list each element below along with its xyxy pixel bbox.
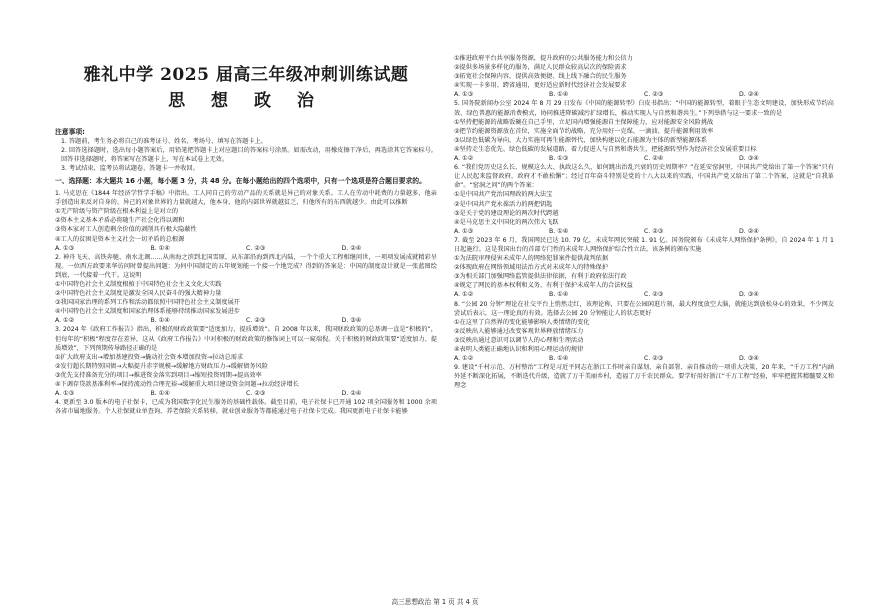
notice-heading: 注意事项: bbox=[55, 128, 85, 136]
question-stem: 2. 神舟飞天、高铁奔驰、南水北调……从南海之滨到北国雪原，从东部沿海到西北内陆，一个个重大工程相继问世，一项项发展成就精彩呈现。一位西方政要来华访问时曾提出问题：为何中国制定的五年规划能一个接一个地完成？得到的答案是：中国的制度设计就是一张蓝图绘到底，一代接着一代干。这说明 bbox=[55, 253, 437, 279]
answer-b: B. ①④ bbox=[150, 244, 170, 252]
option: ②资本主义基本矛盾必将随生产社会化得以调和 bbox=[55, 217, 185, 225]
option: ④规定了网民的基本权利和义务，有利于保护未成年人的合法权益 bbox=[454, 282, 633, 290]
question-4-continued bbox=[454, 54, 834, 99]
option: ③拓宽社会保障内容，提供高效便捷、线上线下融合的民生服务 bbox=[454, 73, 627, 81]
answer-c: C. ②③ bbox=[644, 355, 664, 363]
option: ②反映出人能够通过改变客观世界释放情绪压力 bbox=[454, 327, 584, 335]
section-heading: 一、选择题：本大题共 16 小题，每小题 3 分，共 48 分。在每小题给出的四个选项中，只有一个选项是符合题目要求的。 bbox=[55, 177, 426, 186]
answer-d: D. ②④ bbox=[739, 227, 759, 235]
answer-b: B. ①③ bbox=[549, 155, 569, 163]
option: ①无产阶级与资产阶级在根本利益上是对立的 bbox=[55, 208, 179, 216]
answer-b: B. ①④ bbox=[150, 317, 170, 325]
option: ③为相关部门加强网络监管提供法律依据，有利于政府依法行政 bbox=[454, 273, 627, 281]
answer-c: C. ②③ bbox=[246, 244, 266, 252]
answer-choices bbox=[454, 227, 834, 236]
question-8 bbox=[454, 300, 834, 364]
notice-item: 3. 考试结束，监考员将试题卷，答题卡一并收回。 bbox=[61, 165, 199, 173]
answer-a: A. ①③ bbox=[454, 227, 474, 235]
exam-subject: 思 想 政 治 bbox=[168, 91, 324, 111]
option: ④坚持走生态优先、绿色低碳的发展道路，着力促进人与自然和谐共生，把能源转型作为经济社会发展重要目标 bbox=[454, 145, 757, 153]
option: ④下调存贷款基准利率→保持流动性合理充裕→缓解重大项目建设资金问题→拉动经济增长 bbox=[55, 381, 299, 389]
answer-c: C. ②③ bbox=[644, 291, 664, 299]
option: ②体现政府在网络领域用法治方式对未成年人的特殊保护 bbox=[454, 264, 609, 272]
answer-d: D. ③④ bbox=[341, 317, 362, 325]
right-column bbox=[454, 54, 834, 390]
option: ③我国国家治理的系列工作和活动都依照中国特色社会主义制度展开 bbox=[55, 299, 240, 307]
answer-choices bbox=[55, 316, 437, 325]
question-1 bbox=[55, 189, 437, 253]
option: ③资本家对工人创造剩余价值的剥削具有极大隐蔽性 bbox=[55, 226, 197, 234]
option: ②把节约能源资源放在首位，实施全面节约战略，充分用好一克煤、一滴油、提升能源利用效率 bbox=[454, 127, 714, 135]
question-stem: 6. “我们党历史这么长、规模这么大、执政这么久，如何跳出治乱兴衰的历史周期率？”在延安窑洞里，中国共产党给出了第一个答案“只有让人民起来监督政府，政府才不敢松懈”；经过百年奋斗特别是党的十八大以来的实践，中国共产党又给出了第二个答案，这就是“自我革命”。“窑洞之问”的两个答案： bbox=[454, 164, 834, 190]
answer-c: C. ②③ bbox=[644, 91, 664, 99]
option: ②发行超长期特别国债→大幅提升赤字规模→缓解地方财政压力→缓解债务风险 bbox=[55, 362, 268, 370]
question-2 bbox=[55, 253, 437, 326]
exam-title: 雅礼中学 2025 届高三年级冲刺训练试题 bbox=[83, 65, 409, 85]
question-stem: 1. 马克思在《1844 年经济学哲学手稿》中指出，工人同自己的劳动产品的关系就是异己的对象关系。工人在劳动中耗费的力量越多，他亲手创造出来反对自身的、异己的对象世界的力量就越大，他本身、他的内部世界就越贫乏，归他所有的东西就越少。由此可以推断 bbox=[55, 190, 437, 207]
answer-b: B. ①④ bbox=[549, 227, 569, 235]
question-4 bbox=[55, 398, 437, 416]
answer-b: B. ①④ bbox=[549, 291, 569, 299]
answer-a: A. ①② bbox=[55, 317, 75, 325]
option: ②中国特色社会主义制度是激发全国人民奋斗的强大精神力量 bbox=[55, 290, 222, 298]
option: ④表明人类能正确地认识和利用心理运动的规律 bbox=[454, 346, 584, 353]
option: ②是中国共产党永葆活力的两把钥匙 bbox=[454, 200, 553, 208]
option: ③是关于党的建设理论的两次时代跨越 bbox=[454, 209, 559, 217]
option: ③以绿色低碳为导向，大力实施可再生能源替代，加快构建以化石能源为主体的新型能源体系 bbox=[454, 136, 708, 144]
option: ④是马克思主义中国化的两次伟大飞跃 bbox=[454, 218, 559, 226]
answer-a: A. ①③ bbox=[55, 390, 75, 398]
question-9 bbox=[454, 363, 834, 390]
option: ④工人的贫困是资本主义社会一切矛盾的总根源 bbox=[55, 235, 185, 243]
option: ①中国特色社会主义制度根植于中国特色社会主义文化大实践 bbox=[55, 281, 222, 288]
answer-d: D. ②④ bbox=[739, 91, 759, 99]
notice-item: 2. 回答选择题时，选出每小题答案后，用铅笔把答题卡上对应题目的答案标号涂黑。如需改动，用橡皮擦干净后，再选涂其它答案标号。回答非选择题时，将答案写在答题卡上，写在本试卷上无效。 bbox=[61, 147, 437, 164]
question-stem: 8. “公园 20 分钟”理论在社交平台上悄然走红，该理论称，只要在公园闲逛片刻，最大程度放空大脑，就能达到放松身心的效果，不少网友尝试后表示，这一理论真的有效。选择去公园 20 分钟能让人的状态更好 bbox=[454, 300, 834, 317]
answer-a: A. ①② bbox=[454, 291, 474, 299]
option: ①是中国共产党治国理政的两大法宝 bbox=[454, 191, 553, 199]
answer-choices bbox=[454, 290, 834, 299]
question-stem: 9. 建设“千村示范、万村整治”工程是习近平同志在浙江工作时亲自谋划、亲自部署、亲自推动的一项重大决策，20 年来，“千万工程”内涵外延不断深化拓展，不断迭代升级，造就了万千美丽乡村，造福了万千农民群众。要学好用好浙江“千万工程”经验，牢牢把握其精髓要义和理念 bbox=[454, 364, 834, 390]
answer-b: B. ①④ bbox=[549, 91, 569, 99]
question-stem: 4. 更新至 3.0 版本的电子社保卡，已成为我国数字化民生服务的基础性载体。截至目前，电子社保卡已开通 102 项全国服务和 1000 余项各省市属地服务。个人社保就业单查询、养老保险关系转移，就业创业服务等都能通过电子社保卡完成。我国更新电子社保卡能够 bbox=[55, 399, 437, 416]
answer-d: D. ③④ bbox=[739, 155, 759, 163]
answer-choices bbox=[454, 354, 834, 363]
option: ①扩大政府支出→增加基建投资→撬动社会资本增加投资→拉动总需求 bbox=[55, 353, 244, 361]
answer-a: A. ①③ bbox=[55, 244, 75, 252]
answer-c: C. ②③ bbox=[246, 317, 266, 325]
question-stem: 3. 2024 年《政府工作报告》指出，积极的财政政策要“适度加力、提质增效”。自 2008 年以来，我国财政政策的总基调一直是“积极的”，但每年的“积极”程度存在差异，这从《政府工作报告》中对积极的财政政策的修饰词上可以一窥端倪。关于积极的财政政策要“适度加力、提质增效”，下列预期传导路径正确的是 bbox=[55, 326, 437, 352]
option: ②提供多场景多样化的服务，满足人民群众较高层次的保险需求 bbox=[454, 64, 627, 72]
answer-choices bbox=[454, 154, 834, 163]
question-stem: 5. 国务院新闻办公室 2024 年 8 月 29 日发布《中国的能源转型》白皮书指出：“中国的能源转型，着眼于生态文明建设，加快形成节约高效、绿色普惠的能源消费模式，协同推进降碳减污扩绿增长，推动实现人与自然和谐共生。”下列举措与这一要求一致的是 bbox=[454, 100, 834, 117]
option: ③反映出通过意识可以调节人的心理和生理活动 bbox=[454, 336, 584, 344]
answer-a: A. ①② bbox=[454, 355, 474, 363]
answer-b: B. ①④ bbox=[549, 355, 569, 363]
answer-a: A. ①③ bbox=[454, 91, 474, 99]
notice-item: 1. 答题前，考生务必将自己的准考证号、姓名、考场号、填写在答题卡上。 bbox=[61, 138, 267, 146]
option: ①坚持把能源的战略饭碗在自己手里，立足国内增强能源自主保障能力，应对能源安全风险挑战 bbox=[454, 118, 714, 126]
option: ①在这里了自然界的变化能够影响人类情绪的变化 bbox=[454, 318, 590, 326]
answer-a: A. ①② bbox=[454, 155, 474, 163]
answer-c: C. ②③ bbox=[246, 390, 266, 398]
answer-c: C. ②④ bbox=[644, 155, 664, 163]
answer-d: D. ③④ bbox=[739, 291, 759, 299]
question-stem: 7. 截至 2023 年 6 月，我国网民已达 10. 79 亿，未成年网民突破 1. 91 亿。国务院颁布《未成年人网络保护条例》，自 2024 年 1 月 1 日起施行。这是我国出台的首部专门性的未成年人网络保护综合性立法。该条例的颁布实施 bbox=[454, 236, 834, 253]
option: ④中国特色社会主义制度和国家治理体系能够持续推动国家发展进步 bbox=[55, 308, 240, 316]
option: ①为法院审理侵害未成年人的网络犯罪案件提供裁判依据 bbox=[454, 255, 609, 263]
question-5 bbox=[454, 99, 834, 163]
question-7 bbox=[454, 236, 834, 300]
answer-d: D. ③④ bbox=[739, 355, 759, 363]
option: ①推进政府平台共享服务资源，提升政府的公共服务能力和公信力 bbox=[454, 55, 633, 62]
answer-choices bbox=[55, 244, 437, 253]
answer-d: D. ②④ bbox=[341, 390, 362, 398]
question-6 bbox=[454, 163, 834, 236]
page-footer: 高三思想政治 第 1 页 共 4 页 bbox=[391, 598, 479, 606]
option: ③优先支持准备充分的项目→推进资金落实到项目→缩短投资周期→提高效率 bbox=[55, 371, 262, 379]
left-column bbox=[55, 44, 437, 416]
question-3 bbox=[55, 325, 437, 398]
answer-choices bbox=[454, 90, 834, 99]
answer-c: C. ②③ bbox=[644, 227, 664, 235]
answer-d: D. ②④ bbox=[341, 244, 362, 252]
option: ④实现一卡多用、跨省通用，更好适应新时代经济社会发展要求 bbox=[454, 82, 627, 90]
answer-choices bbox=[55, 389, 437, 398]
answer-b: B. ①④ bbox=[150, 390, 170, 398]
